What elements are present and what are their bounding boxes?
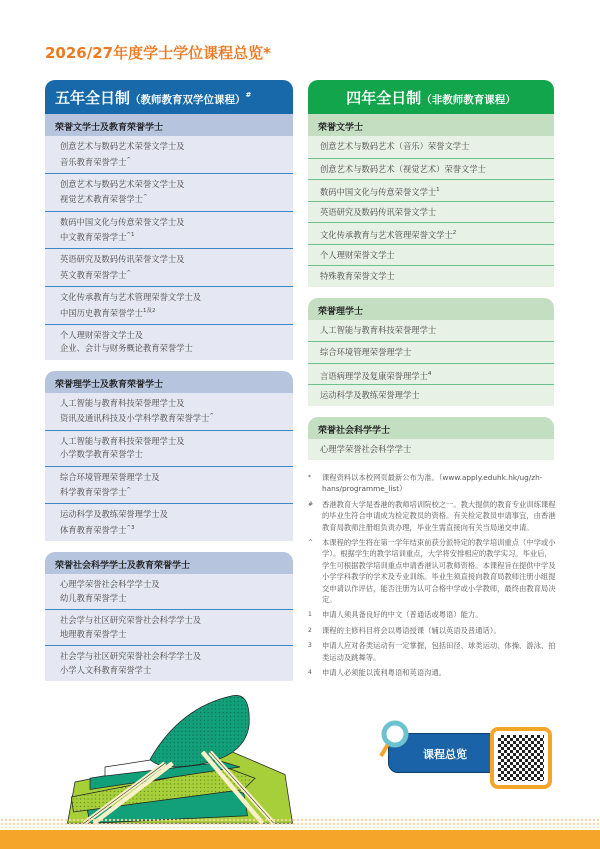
programme-item[interactable] — [308, 179, 554, 201]
footnote-text: 课程的主修科目将会以粤语授课（辅以英语及普通话）。 — [322, 625, 501, 635]
programme-name-line1: 文化传承教育与艺术管理荣誉文学士 — [320, 229, 453, 240]
programme-name-line2: 企业、会计与财务概论教育荣誉学士 — [60, 343, 193, 354]
programme-name-line2: 幼儿教育荣誉学士 — [60, 592, 127, 603]
campus-building-illustration — [60, 692, 300, 827]
four-year-header — [308, 80, 554, 114]
header-subtitle: （非教师教育课程） — [421, 94, 516, 106]
header-mark: # — [245, 91, 252, 99]
programme-item[interactable] — [308, 201, 554, 223]
footnote-marker: ^ — [209, 413, 214, 420]
programme-item[interactable] — [45, 430, 293, 466]
programme-name-line1: 创意艺术与数码艺术（视觉艺术）荣誉文学士 — [320, 163, 486, 174]
programme-item[interactable] — [308, 439, 554, 461]
programme-name-line1: 英语研究及数码传讯荣誉文学士 — [320, 206, 437, 217]
programme-section — [308, 114, 554, 287]
programme-item[interactable] — [308, 363, 554, 385]
footnote-text: 课程资料以本校网页最新公布为准。（www.apply.eduhk.hk/ug/zh-hans/programme_list） — [322, 473, 543, 494]
footnote-mark: 4 — [308, 669, 312, 677]
programme-name-line2: 中文教育荣誉学士 — [60, 231, 127, 242]
programme-name-line2: 中国历史教育荣誉学士 — [60, 307, 143, 318]
footnote-text: 本课程的学生将在第一学年结束前获分派特定的教学培训重点（中学或小学）。根据学生的教学培训重点，大学将安排相应的教学实习。毕业后，学生可根据教学培训重点申请香港认可教师资格。本课程旨在提供中学及小学学科教学的学术及专业训练。毕业生须直接向教育局教师注册小组提交申请以作评估，能否注册为认可合格中学或小学教师，最终由教育局决定。 — [322, 538, 556, 605]
five-year-programmes — [45, 80, 293, 681]
footnote-marker: ^1 — [126, 232, 135, 239]
programme-name-line1: 人工智能与教育科技荣誉理学士 — [320, 324, 437, 335]
programme-item[interactable] — [45, 173, 293, 211]
footnote-marker: ^3 — [126, 524, 135, 531]
section-heading: 荣誉理学士及教育荣誉学士 — [45, 371, 293, 393]
footnote-text: 申请人须具备良好的中文（普通话或粤语）能力。 — [322, 610, 483, 620]
magnifier-icon — [378, 720, 412, 760]
programme-name-line1: 个人理财荣誉文学士及 — [60, 329, 143, 340]
footnote-mark: 3 — [308, 642, 312, 650]
programme-item[interactable] — [308, 158, 554, 180]
programme-name-line2: 科学教育荣誉学士 — [60, 486, 127, 497]
footnote — [308, 537, 556, 605]
programme-item[interactable] — [308, 320, 554, 342]
programme-name-line2: 音乐教育荣誉学士 — [60, 156, 127, 167]
programme-item[interactable] — [45, 609, 293, 645]
footnote-marker: 1 — [436, 187, 440, 193]
programme-item[interactable] — [308, 136, 554, 158]
programme-name-line2: 资讯及通讯科技及小学科学教育荣誉学士 — [60, 413, 210, 424]
programme-item[interactable] — [45, 466, 293, 504]
footnote-mark: * — [308, 474, 311, 481]
programme-name-line1: 运动科学及教练荣誉理学士 — [320, 390, 420, 400]
programme-name-line2: 视觉艺术教育荣誉学士 — [60, 194, 143, 205]
programme-item[interactable] — [45, 645, 293, 681]
footnote-mark: 2 — [308, 626, 312, 634]
programme-name-line1: 特殊教育荣誉文学士 — [320, 271, 395, 281]
programme-name-line1: 综合环境管理荣誉理学士 — [320, 347, 412, 357]
programme-name-line1: 创意艺术与数码艺术荣誉文学士及 — [60, 178, 185, 189]
footnote-text: 申请人必须能以流利粤语和英语沟通。 — [322, 668, 447, 678]
footnote-marker: ^ — [126, 269, 131, 276]
programme-section — [308, 417, 554, 461]
bottom-orange-bar — [0, 830, 600, 849]
footnote-marker: ^ — [142, 194, 148, 201]
dotted-band — [0, 818, 600, 828]
programme-name-line1: 言语病理学及复康荣誉理学士 — [320, 370, 428, 381]
four-year-programmes — [308, 80, 554, 460]
programme-name-line1: 社会学与社区研究荣誉社会科学学士及 — [60, 615, 202, 626]
programme-item[interactable] — [45, 324, 293, 360]
programme-section — [308, 298, 554, 406]
footnote-text: 申请人应对各类运动有一定掌握，包括田径、球类运动、体操、游泳、拍类运动及跳舞等。 — [322, 641, 556, 662]
section-heading: 荣誉理学士 — [308, 298, 554, 320]
footnote — [308, 667, 556, 678]
header-title: 四年全日制 — [346, 89, 422, 107]
badge-label: 课程总览 — [423, 748, 467, 761]
qr-code[interactable] — [490, 727, 552, 789]
programme-name-line2: 地理教育荣誉学士 — [60, 628, 127, 639]
programme-name-line1: 社会学与社区研究荣誉社会科学学士及 — [60, 651, 202, 662]
programme-section — [45, 114, 293, 360]
footnote — [308, 625, 556, 636]
programme-item[interactable] — [45, 136, 293, 173]
programme-section — [45, 552, 293, 681]
programme-name-line2: 小学人文科教育荣誉学士 — [60, 664, 152, 675]
programme-item[interactable] — [308, 341, 554, 363]
footnote-mark: 1 — [308, 611, 312, 619]
programme-item[interactable] — [308, 265, 554, 287]
footnote-mark: # — [308, 500, 314, 508]
section-heading: 荣誉文学士及教育荣誉学士 — [45, 114, 293, 136]
programme-name-line2: 英文教育荣誉学士 — [60, 269, 127, 280]
footnote-marker: 4 — [427, 370, 432, 377]
footnote — [308, 640, 556, 663]
programme-item[interactable] — [45, 574, 293, 609]
page-title: 2026/27年度学士学位课程总览* — [45, 44, 271, 62]
header-subtitle: （教师教育双学位课程） — [130, 94, 246, 106]
programme-item[interactable] — [45, 286, 293, 324]
programme-item[interactable] — [308, 222, 554, 244]
programme-name-line2: 体育教育荣誉学士 — [60, 524, 127, 535]
footnote-marker: ^ — [126, 156, 131, 163]
footnote-marker: ^ — [126, 487, 131, 494]
footnote — [308, 499, 556, 533]
programme-name-line1: 数码中国文化与传意荣誉文学士及 — [60, 216, 185, 227]
programme-section — [45, 371, 293, 541]
programme-item[interactable] — [308, 244, 554, 266]
footnote-text: 香港教育大学是香港的教师培训院校之一。教大提供的教育专业训练课程的毕业生符合申请成为检定教员的资格。有关检定教员申请事宜，由香港教育局教师注册组负责办理，毕业生需直接向有关当局递交申请。 — [322, 499, 556, 532]
programme-name-line2: 小学数学教育荣誉学士 — [60, 449, 143, 460]
programme-name-line1: 创意艺术与数码艺术（音乐）荣誉文学士 — [320, 141, 470, 151]
programme-name-line1: 英语研究及数码传讯荣誉文学士及 — [60, 254, 185, 265]
footnote-mark: ^ — [308, 539, 314, 547]
programme-item[interactable] — [45, 503, 293, 541]
programme-name-line1: 文化传承教育与艺术管理荣誉文学士及 — [60, 292, 202, 303]
programme-name-line1: 综合环境管理荣誉理学士及 — [60, 471, 160, 482]
programme-name-line1: 人工智能与教育科技荣誉理学士及 — [60, 397, 185, 408]
programme-name-line1: 创意艺术与数码艺术荣誉文学士及 — [60, 141, 185, 151]
programme-item[interactable] — [45, 248, 293, 286]
footnote — [308, 472, 556, 495]
programme-item[interactable] — [45, 393, 293, 430]
header-title: 五年全日制 — [55, 89, 131, 107]
programme-name-line1: 心理学荣誉社会科学学士及 — [60, 579, 160, 590]
qr-pattern — [498, 735, 544, 781]
footnote-marker: 2 — [452, 230, 457, 236]
footnote-marker: 1及2 — [142, 307, 156, 314]
footnote — [308, 609, 556, 620]
section-heading: 荣誉社会科学学士及教育荣誉学士 — [45, 552, 293, 574]
programme-name-line1: 心理学荣誉社会科学学士 — [320, 443, 412, 454]
programme-name-line1: 数码中国文化与传意荣誉文学士 — [320, 186, 437, 197]
programme-name-line1: 人工智能与教育科技荣誉理学士及 — [60, 435, 185, 446]
programme-item[interactable] — [308, 384, 554, 406]
section-heading: 荣誉社会科学学士 — [308, 417, 554, 439]
programme-item[interactable] — [45, 211, 293, 249]
programme-name-line1: 个人理财荣誉文学士 — [320, 249, 395, 260]
section-heading: 荣誉文学士 — [308, 114, 554, 136]
footnotes — [308, 472, 556, 683]
programme-name-line1: 运动科学及教练荣誉理学士及 — [60, 509, 168, 520]
five-year-header — [45, 80, 293, 114]
